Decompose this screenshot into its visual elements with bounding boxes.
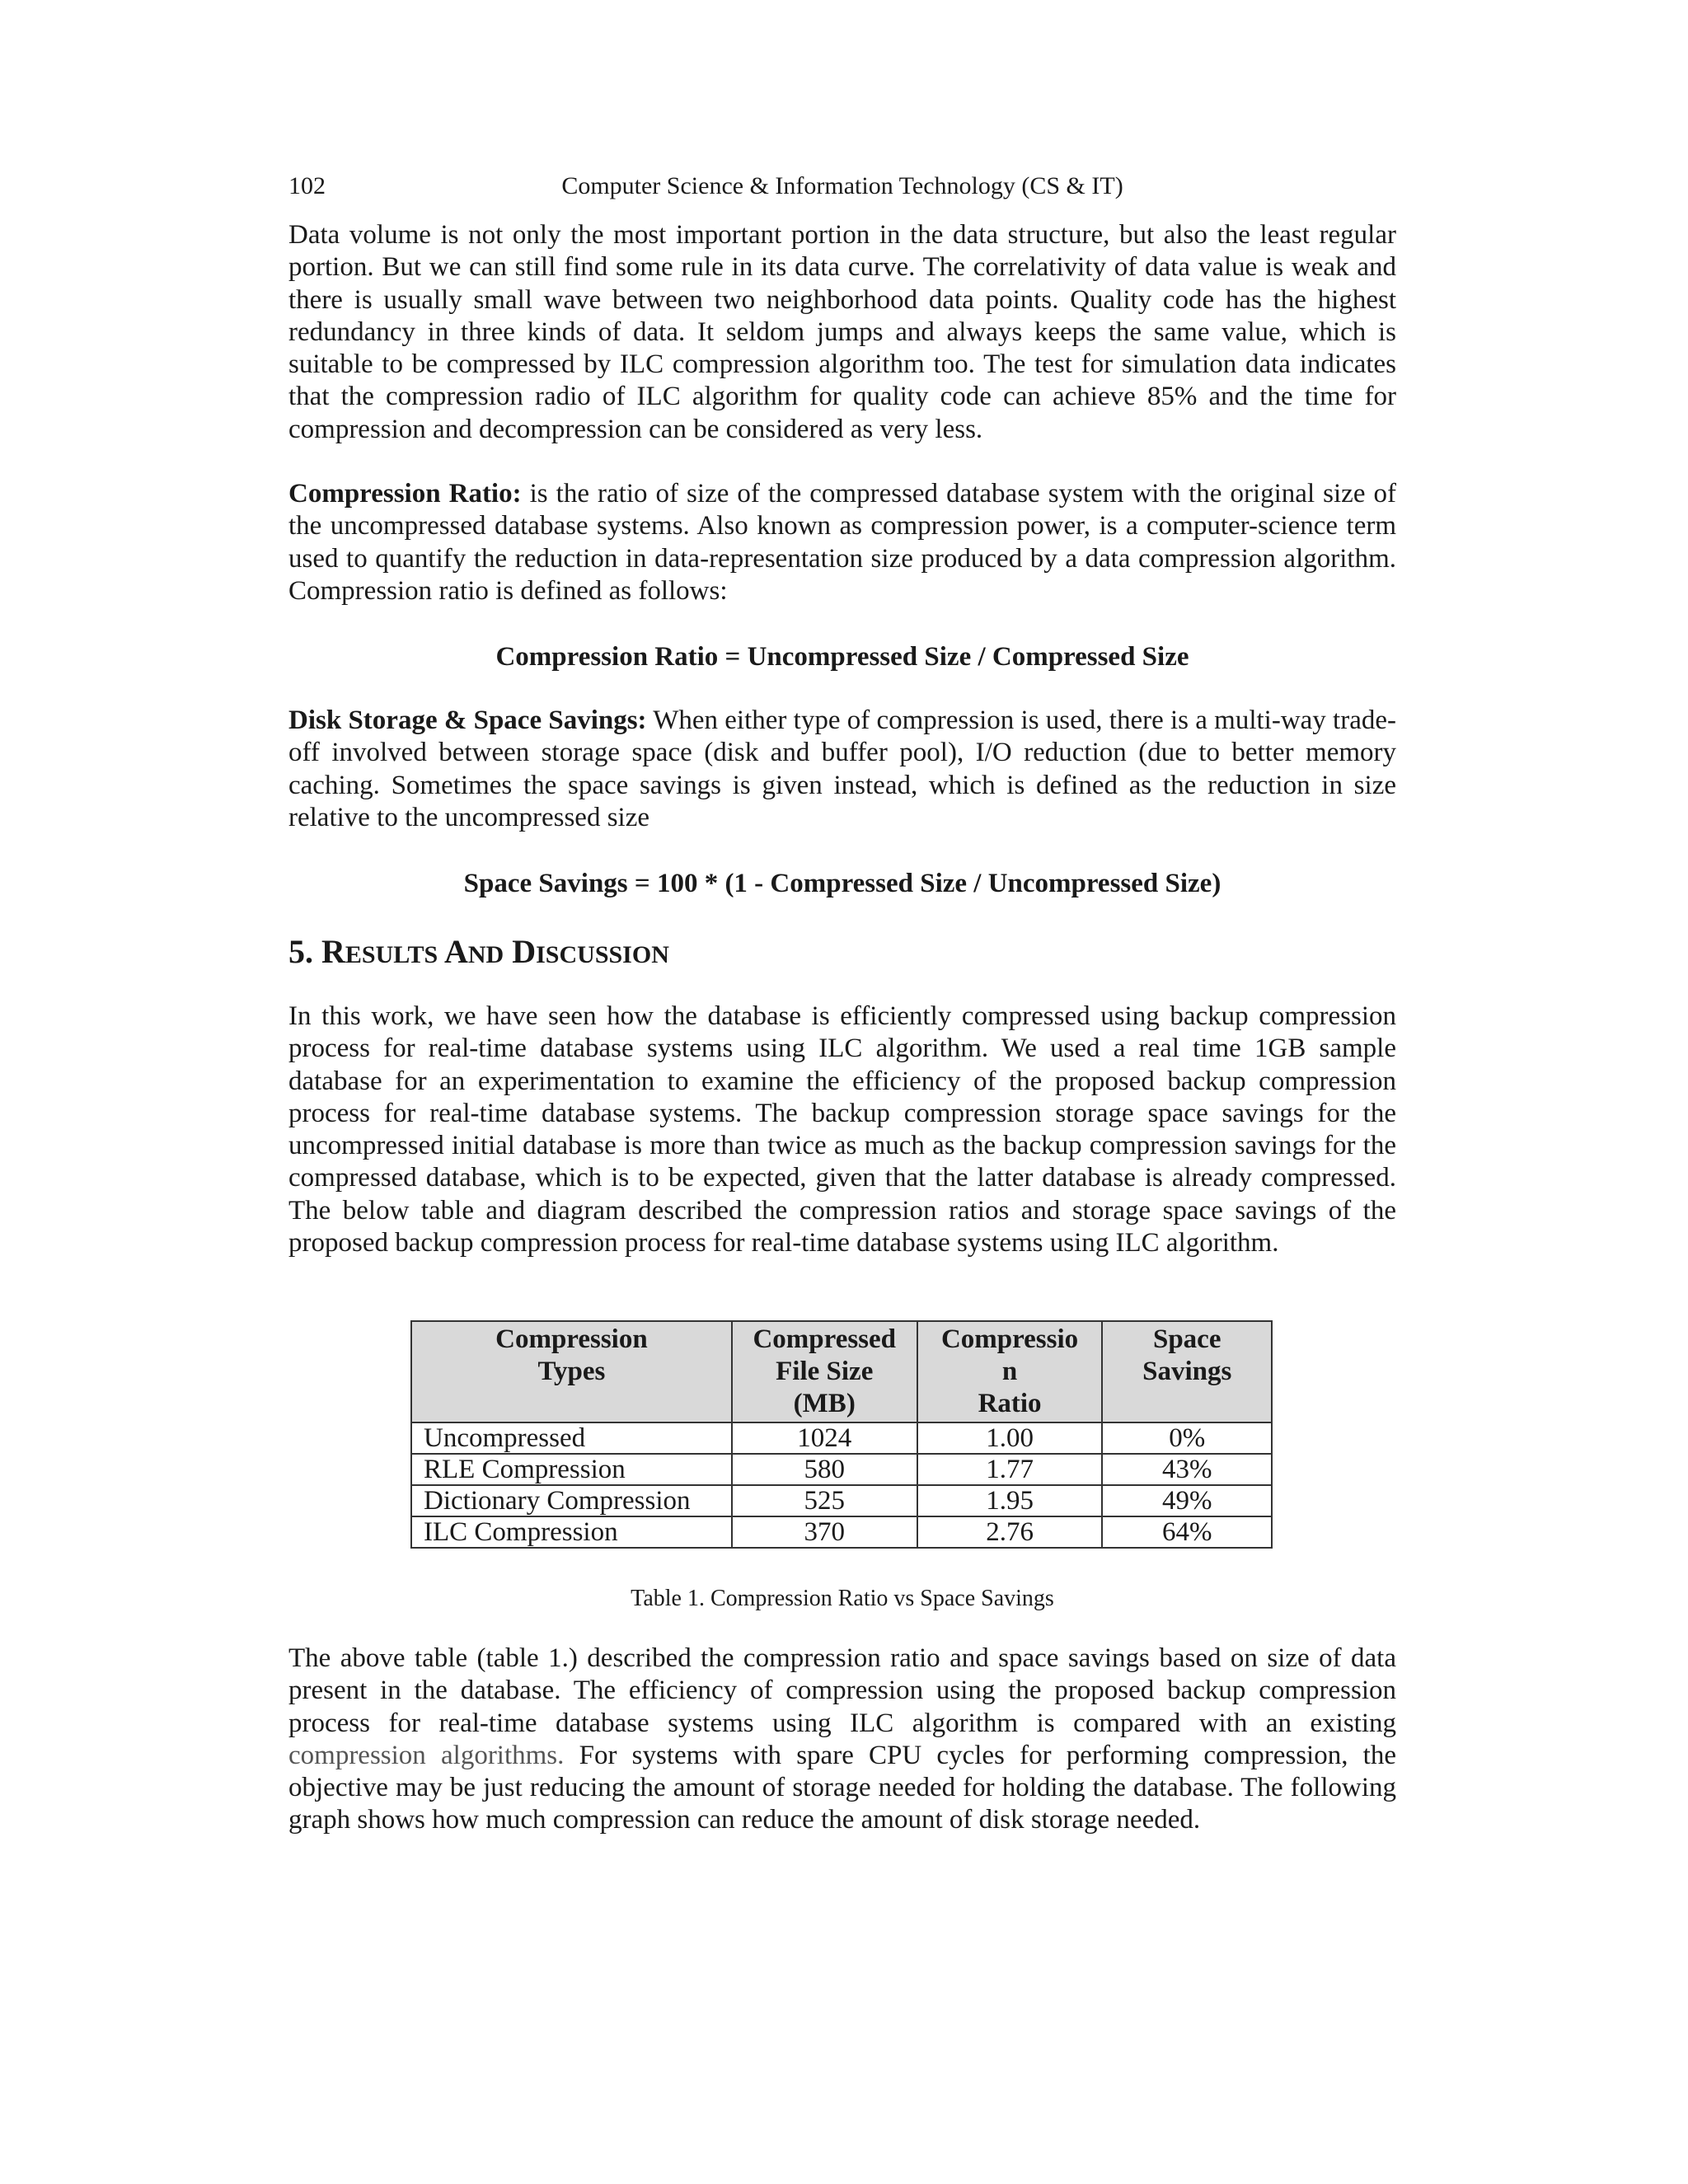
cell-size: 370 (732, 1516, 917, 1548)
page-number: 102 (288, 172, 326, 199)
header-compressed-file-size: Compressed File Size (MB) (732, 1321, 917, 1422)
cell-ratio: 1.00 (917, 1422, 1103, 1454)
cell-size: 580 (732, 1454, 917, 1485)
table-header-row (411, 1321, 1272, 1422)
section-heading: 5. RESULTS AND DISCUSSION (288, 933, 669, 970)
table-row (411, 1454, 1272, 1485)
header-space-savings: Space Savings (1102, 1321, 1272, 1422)
cell-type: RLE Compression (411, 1454, 732, 1485)
closing-paragraph: The above table (table 1.) described the compression ratio and space savings based on size of data present in the database. The efficiency of compression using the proposed backup compression process for real-time database systems using ILC algorithm is compared with an existing compression algorithms. For systems with spare CPU cycles for performing compression, the objective may be just reducing the amount of storage needed for holding the database. The following graph shows how much compression can reduce the amount of disk storage needed. (288, 1643, 1396, 1835)
cell-type: Uncompressed (411, 1422, 732, 1454)
compression-ratio-formula: Compression Ratio = Uncompressed Size / Compressed Size (495, 642, 1189, 672)
cell-size: 1024 (732, 1422, 917, 1454)
compression-ratio-paragraph (288, 478, 1396, 607)
cell-savings: 0% (1102, 1422, 1272, 1454)
cell-savings: 64% (1102, 1516, 1272, 1548)
compression-ratio-term: Compression Ratio: (288, 479, 522, 509)
header-compression-types: Compression Types (411, 1321, 732, 1422)
cell-savings: 43% (1102, 1454, 1272, 1485)
journal-title: Computer Science & Information Technology (CS & IT) (561, 172, 1123, 199)
intro-paragraph: Data volume is not only the most important portion in the data structure, but also the least regular portion. But we can still find some rule in its data curve. The correlativity of data value is weak and there is usually small wave between two neighborhood data points. Quality code has the highest redundancy in three kinds of data. It seldom jumps and always keeps the same value, which is suitable to be compressed by ILC compression algorithm too. The test for simulation data indicates that the compression radio of ILC algorithm for quality code can achieve 85% and the time for compression and decompression can be considered as very less. (288, 220, 1396, 444)
results-paragraph: In this work, we have seen how the database is efficiently compressed using backup compression process for real-time database systems using ILC algorithm. We used a real time 1GB sample database for an experimentation to examine the efficiency of the proposed backup compression process for real-time database systems. The backup compression storage space savings for the uncompressed initial database is more than twice as much as the backup compression savings for the compressed database, which is to be expected, given that the latter database is already compressed. The below table and diagram described the compression ratios and storage space savings of the proposed backup compression process for real-time database systems using ILC algorithm. (288, 1001, 1396, 1258)
cell-savings: 49% (1102, 1485, 1272, 1516)
cell-ratio: 1.95 (917, 1485, 1103, 1516)
cell-size: 525 (732, 1485, 917, 1516)
disk-storage-paragraph (288, 705, 1396, 834)
disk-storage-term: Disk Storage & Space Savings: (288, 705, 647, 735)
table-row (411, 1422, 1272, 1454)
cell-type: ILC Compression (411, 1516, 732, 1548)
header-compression-ratio: Compressio n Ratio (917, 1321, 1103, 1422)
running-header (288, 170, 1396, 203)
results-table (410, 1320, 1273, 1549)
space-savings-formula: Space Savings = 100 * (1 - Compressed Size / Uncompressed Size) (463, 869, 1221, 898)
table-row (411, 1485, 1272, 1516)
reference-link: compression algorithms. (288, 1740, 565, 1770)
cell-ratio: 2.76 (917, 1516, 1103, 1548)
compression-ratio-definition: is the ratio of size of the compressed database system with the original size of the uncompressed database systems. Also known as compression power, is a computer-science term used to quantify the reduction in data-representation size produced by a data compression algorithm. Compression ratio is defined as follows: (288, 479, 1396, 606)
cell-type: Dictionary Compression (411, 1485, 732, 1516)
disk-storage-definition: When either type of compression is used, there is a multi-way trade-off involved between storage space (disk and buffer pool), I/O reduction (due to better memory caching. Sometimes the space savings is given instead, which is defined as the reduction in size relative to the uncompressed size (288, 705, 1397, 832)
table-row (411, 1516, 1272, 1548)
table-caption: Table 1. Compression Ratio vs Space Savings (631, 1586, 1054, 1611)
cell-ratio: 1.77 (917, 1454, 1103, 1485)
